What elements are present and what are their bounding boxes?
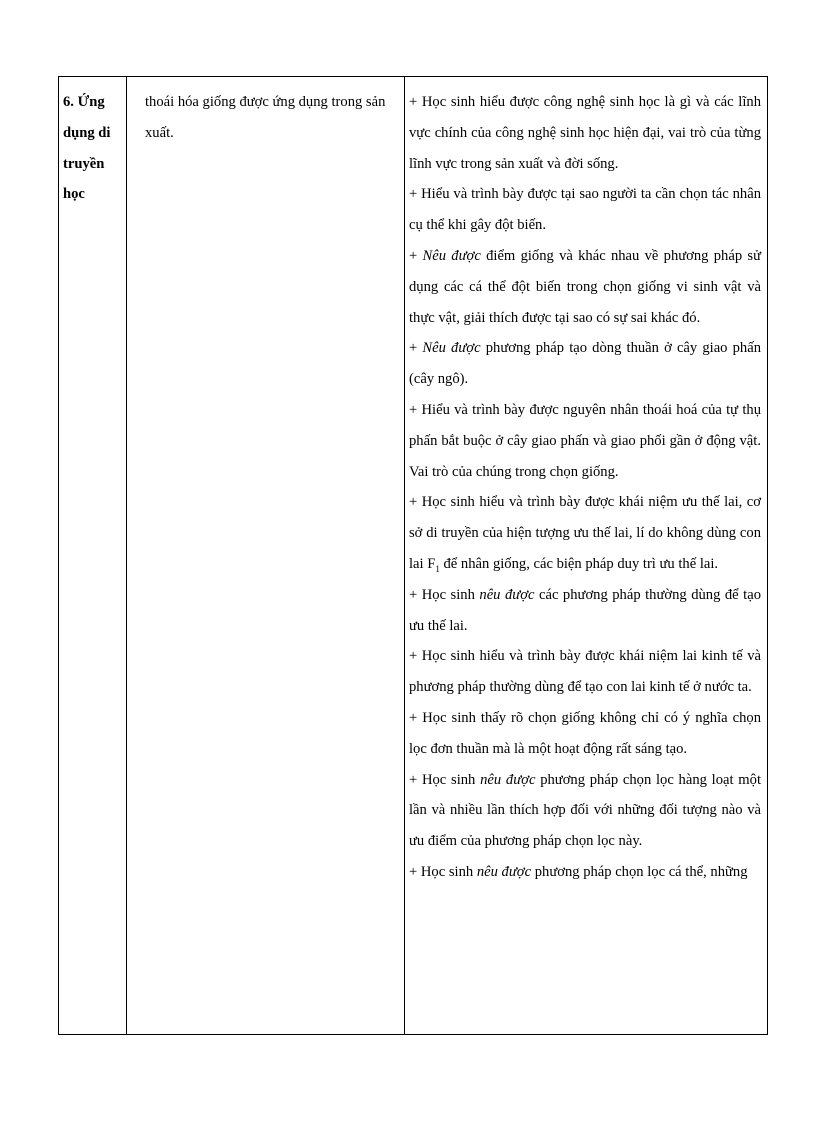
curriculum-table — [58, 76, 768, 1035]
requirement-item: + Học sinh nêu được phương pháp chọn lọc hàng loạt một lần và nhiều lần thích hợp đối với những đối tượng nào và ưu điểm của phương pháp chọn lọc này. — [409, 771, 761, 850]
requirement-item: + Hiểu và trình bày được nguyên nhân thoái hoá của tự thụ phấn bắt buộc ở cây giao phấn và giao phối gần ở động vật. Vai trò của chúng trong chọn giống. — [409, 401, 761, 480]
requirement-item: + Học sinh nêu được phương pháp chọn lọc cá thể, những — [409, 863, 748, 880]
requirement-item: + Học sinh hiểu và trình bày được khái niệm lai kinh tế và phương pháp thường dùng để tạo con lai kinh tế ở nước ta. — [409, 648, 761, 696]
knowledge-cell — [127, 77, 405, 1035]
requirement-item: + Học sinh hiểu được công nghệ sinh học là gì và các lĩnh vực chính của công nghệ sinh học hiện đại, vai trò của từng lĩnh vực trong sản xuất và đời sống. — [409, 94, 761, 172]
requirement-item: + Học sinh thấy rõ chọn giống không chỉ có ý nghĩa chọn lọc đơn thuần mà là một hoạt động rất sáng tạo. — [409, 709, 761, 757]
requirements-cell — [405, 77, 768, 1035]
topic-line: 6. Ứng — [63, 94, 105, 110]
requirement-item: + Hiểu và trình bày được tại sao người ta cần chọn tác nhân cụ thể khi gây đột biến. — [409, 186, 761, 234]
topic-title — [59, 77, 119, 210]
topic-line: truyền — [63, 155, 105, 172]
topic-line: học — [63, 186, 85, 203]
requirement-item: + Nêu được điểm giống và khác nhau về phương pháp sử dụng các cá thể đột biến trong chọn giống vi sinh vật và thực vật, giải thích được tại sao có sự sai khác đó. — [409, 247, 761, 326]
requirement-item: + Nêu được phương pháp tạo dòng thuần ở cây giao phấn (cây ngô). — [409, 340, 761, 388]
requirement-item: + Học sinh hiểu và trình bày được khái niệm ưu thế lai, cơ sở di truyền của hiện tượng ưu thế lai, lí do không dùng con lai $F_1$ để nhân giống, các biện pháp duy trì ưu thế lai. — [409, 494, 761, 574]
topic-cell — [59, 77, 127, 1035]
topic-line: dụng di — [63, 124, 111, 141]
table-row — [59, 77, 768, 1035]
requirement-item: + Học sinh nêu được các phương pháp thường dùng để tạo ưu thế lai. — [409, 586, 761, 634]
knowledge-text: thoái hóa giống được ứng dụng trong sản xuất. — [145, 94, 386, 141]
